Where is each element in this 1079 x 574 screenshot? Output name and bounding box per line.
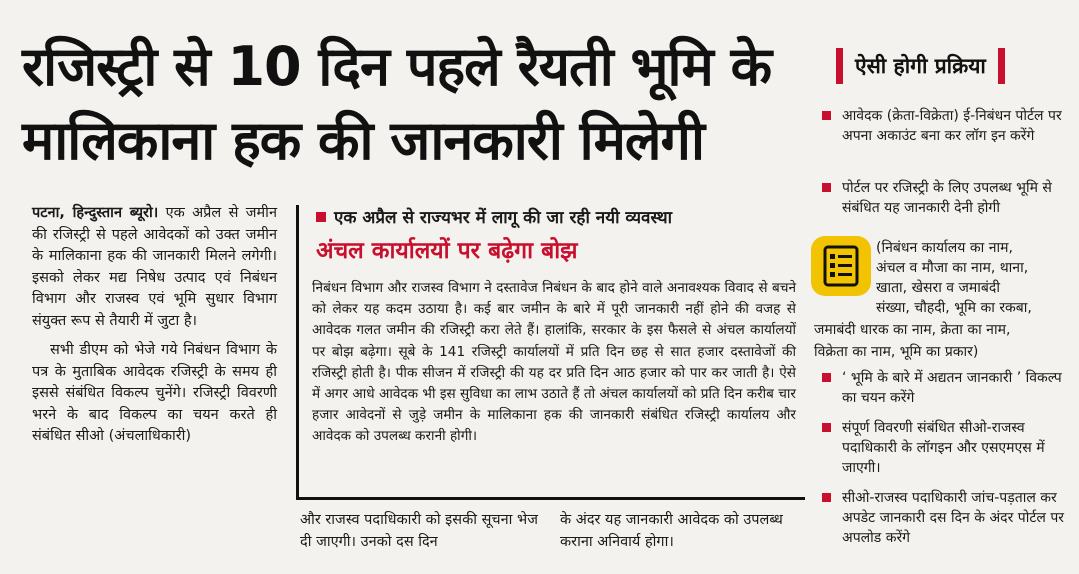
document-list-icon	[811, 236, 871, 296]
bottom-column-2: और राजस्व पदाधिकारी को इसकी सूचना भेज दी जाएगी। उनको दस दिन	[300, 512, 538, 550]
paragraph-2: सभी डीएम को भेजे गये निबंधन विभाग के पत्र के मुताबिक आवेदक रजिस्ट्री के समय ही इससे संबंधित विकल्प चुनेंगे। रजिस्ट्री विवरणी भरने के बाद विकल्प का चयन करते ही संबंधित सीओ (अंचलाधिकारी)	[32, 342, 277, 444]
bullet-square	[822, 183, 831, 192]
details-line-4: संख्या, चौहदी, भूमि का रकबा,	[876, 300, 1032, 316]
bullet-square	[822, 373, 831, 382]
process-box-title	[836, 46, 1005, 86]
details-line-3: खाता, खेसरा व जमाबंदी	[876, 280, 1000, 296]
headline-line-1: रजिस्ट्री से 10 दिन पहले रैयती भूमि के	[22, 35, 772, 98]
box-kicker	[316, 205, 672, 228]
headline-line-2: मालिकाना हक की जानकारी मिलेगी	[22, 109, 704, 172]
box-subheading: अंचल कार्यालयों पर बढ़ेगा बोझ	[316, 238, 578, 264]
bottom-column-3: के अंदर यह जानकारी आवेदक को उपलब्ध कराना अनिवार्य होगा।	[560, 512, 783, 550]
details-line-5: जमाबंदी धारक का नाम, क्रेता का नाम,	[814, 322, 1011, 338]
process-step-2: पोर्टल पर रजिस्ट्री के लिए उपलब्ध भूमि से संबंधित यह जानकारी देनी होगी	[822, 178, 1072, 218]
dateline: पटना, हिन्दुस्तान ब्यूरो।	[32, 205, 159, 221]
process-step-1: आवेदक (क्रेता-विक्रेता) ई-निबंधन पोर्टल पर अपना अकाउंट बना कर लॉग इन करेंगे	[822, 106, 1072, 146]
headline	[22, 30, 812, 178]
bullet-square	[822, 493, 831, 502]
process-step-3: ‘ भूमि के बारे में अद्यतन जानकारी ’ विकल्प का चयन करेंगे	[822, 368, 1072, 408]
bullet-square	[822, 111, 831, 120]
details-line-2: अंचल व मौजा का नाम, थाना,	[876, 260, 1029, 276]
paragraph-1	[32, 203, 277, 332]
details-line-1: (निबंधन कार्यालय का नाम,	[876, 240, 1013, 256]
details-line-6: विक्रेता का नाम, भूमि का प्रकार)	[814, 344, 979, 360]
process-title: ऐसी होगी प्रक्रिया	[855, 54, 986, 78]
process-step-4: संपूर्ण विवरणी संबंधित सीओ-राजस्व पदाधिकारी के लॉगइन और एसएमएस में जाएगी।	[822, 418, 1072, 478]
bullet-square	[822, 423, 831, 432]
red-bar-right	[998, 48, 1005, 84]
left-column-article	[32, 203, 277, 448]
paragraph-1-text: एक अप्रैल से जमीन की रजिस्ट्री से पहले आवेदकों को उक्त जमीन के मालिकाना हक की जानकारी मिलने लगेगी। इसको लेकर मद्य निषेध उत्पाद एवं निबंधन विभाग और राजस्व एवं भूमि सुधार विभाग संयुक्त रूप से तैयारी में जुटा है।	[32, 205, 277, 329]
bullet-square	[316, 212, 326, 222]
process-step-5: सीओ-राजस्व पदाधिकारी जांच-पड़ताल कर अपडेट जानकारी दस दिन के अंदर पोर्टल पर अपलोड करेंगे	[822, 488, 1072, 548]
box-body: निबंधन विभाग और राजस्व विभाग ने दस्तावेज निबंधन के बाद होने वाले अनावश्यक विवाद से बचने को लेकर यह कदम उठाया है। कई बार जमीन के बारे में पूरी जानकारी नहीं होने की वजह से आवेदक गलत जमीन की रजिस्ट्री करा लेते हैं। हालांकि, सरकार के इस फैसले से अंचल कार्यालयों पर बोझ बढ़ेगा। सूबे के 141 रजिस्ट्री कार्यालयों में प्रति दिन छह से सात हजार दस्तावेजों की रजिस्ट्री होती है। पीक सीजन में रजिस्ट्री की यह दर प्रति दिन आठ हजार को पार कर जाती है। ऐसे में अगर आधे आवेदक भी इस सुविधा का लाभ उठाते हैं तो अंचल कार्यालयों को प्रति दिन करीब चार हजार आवेदनों से जुड़े जमीन के मालिकाना हक की जानकारी संबंधित रजिस्ट्री कार्यालय और आवेदक को उपलब्ध करानी होगी।	[312, 280, 796, 445]
red-bar-left	[836, 48, 843, 84]
kicker-text: एक अप्रैल से राज्यभर में लागू की जा रही नयी व्यवस्था	[334, 208, 673, 228]
